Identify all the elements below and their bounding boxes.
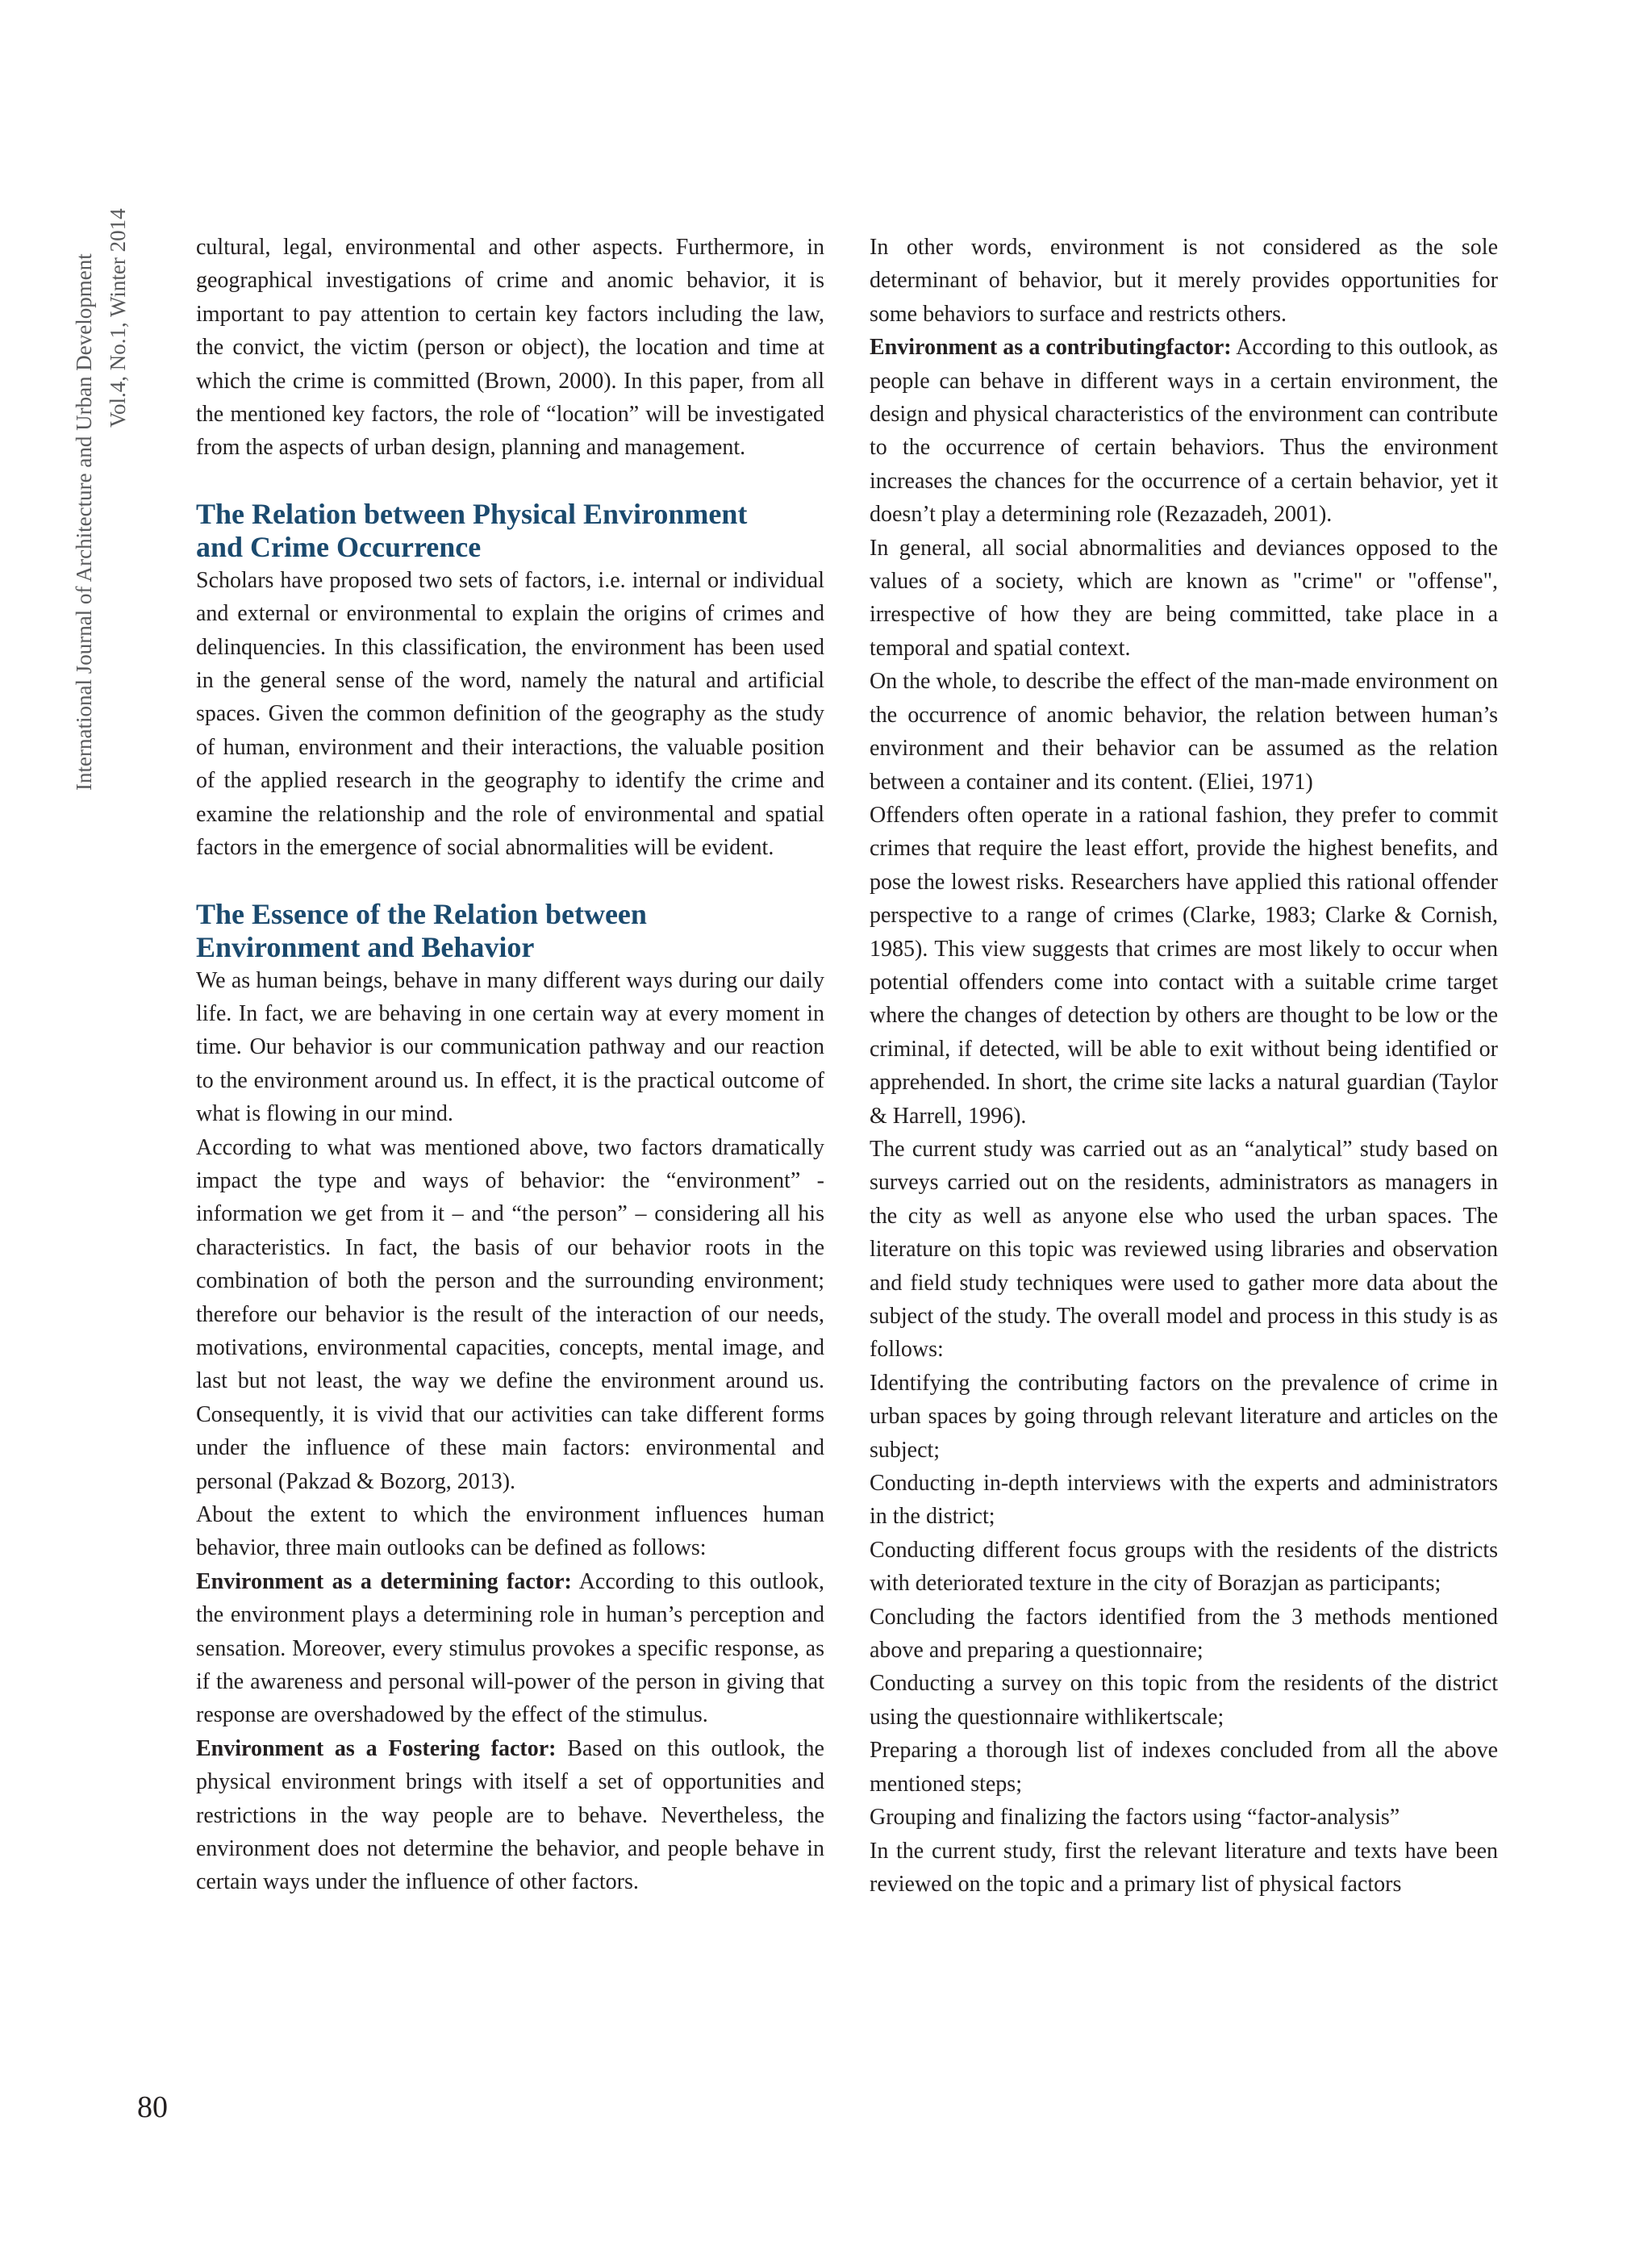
running-head-volume: Vol.4, No.1, Winter 2014	[106, 208, 130, 428]
method-step: Preparing a thorough list of indexes concluded from all the above mentioned steps;	[870, 1738, 1498, 1797]
page-number: 80	[137, 2090, 168, 2124]
paragraph-scholars: Scholars have proposed two sets of factors, i.e. internal or individual and external or environmental to explain the origins of crimes and delinquencies. In this classification, the environment has been used in the general sense of the word, namely the natural and artificial spaces. Given the common definition of the geography as the study of human, environment and their interactions, the valuable position of the applied research in the geography to identify the crime and examine the relationship and the role of environmental and spatial factors in the emergence of social abnormalities will be evident.	[196, 567, 824, 861]
paragraph-offenders: Offenders often operate in a rational fashion, they prefer to commit crimes that require the least effort, provide the highest benefits, and pose the lowest risks. Researchers have applied this rational offender perspective to a range of crimes (Clarke, 1983; Clarke & Cornish, 1985). This view suggests that crimes are most likely to occur when potential offenders come into contact with a suitable crime target where the changes of detection by others are thought to be low or the criminal, if detected, will be able to exit without being identified or apprehended. In short, the crime site lacks a natural guardian (Taylor & Harrell, 1996).	[870, 802, 1498, 1129]
term-text: Based on this outlook, the physical environment brings with itself a set of opportunities and restrictions in the way people are to behave. Nevertheless, the environment does not determine the behavior, and people behave in certain ways under the influence of other factors.	[196, 1735, 824, 1895]
paragraph-determining	[196, 1565, 824, 1732]
paragraph-general: In general, all social abnormalities and deviances opposed to the values of a society, which are known as "crime" or "offense", irrespective of how they are being committed, take place in a temporal and spatial context.	[870, 535, 1498, 661]
paragraph-other-words: In other words, environment is not considered as the sole determinant of behavior, but it merely provides opportunities for some behaviors to surface and restricts others.	[870, 235, 1498, 327]
paragraph-whole: On the whole, to describe the effect of the man-made environment on the occurrence of anomic behavior, the relation between human’s environment and their behavior can be assumed as the relation between a container and its content. (Eliei, 1971)	[870, 669, 1498, 795]
paragraph-current-study: The current study was carried out as an “analytical” study based on surveys carried out on the residents, administrators as managers in the city as well as anyone else who used the urban spaces. The literature on this topic was reviewed using libraries and observation and field study techniques were used to gather more data about the subject of the study. The overall model and process in this study is as follows:	[870, 1136, 1498, 1363]
term-text: According to this outlook, the environment plays a determining role in human’s perception and sensation. Moreover, every stimulus provokes a specific response, as if the awareness and personal will-power of the person in giving that response are overshadowed by the effect of the stimulus.	[196, 1568, 824, 1728]
paragraph-contributing	[870, 331, 1498, 531]
heading-line: and Crime Occurrence	[196, 530, 482, 563]
paragraph-fostering	[196, 1732, 824, 1899]
method-step: Grouping and finalizing the factors using “factor-analysis”	[870, 1805, 1400, 1831]
left-column	[196, 231, 824, 1899]
paragraph-according: According to what was mentioned above, two factors dramatically impact the type and ways of behavior: the “environment” - information we get from it – and “the person” – considering all his characteristics. In fact, the basis of our behavior roots in the combination of both the person and the surrounding environment; therefore our behavior is the result of the interaction of our needs, motivations, environmental capacities, concepts, mental image, and last but not least, the way we define the environment around us. Consequently, it is vivid that our activities can take different forms under the influence of these main factors: environmental and personal (Pakzad & Bozorg, 2013).	[196, 1134, 824, 1494]
term-label: Environment as a Fostering factor:	[196, 1735, 557, 1761]
paragraph-humans: We as human beings, behave in many different ways during our daily life. In fact, we are behaving in one certain way at every moment in time. Our behavior is our communication pathway and our reaction to the environment around us. In effect, it is the practical outcome of what is flowing in our mind.	[196, 967, 824, 1127]
paragraph-intro: cultural, legal, environmental and other aspects. Furthermore, in geographical investigations of crime and anomic behavior, it is important to pay attention to certain key factors including the law, the convict, the victim (person or object), the location and time at which the crime is committed (Brown, 2000). In this paper, from all the mentioned key factors, the role of “location” will be investigated from the aspects of urban design, planning and management.	[196, 235, 824, 461]
section-heading-relation	[196, 498, 824, 564]
term-label: Environment as a determining factor:	[196, 1568, 572, 1594]
method-step: Concluding the factors identified from the 3 methods mentioned above and preparing a questionnaire;	[870, 1604, 1498, 1664]
term-text: According to this outlook, as people can behave in different ways in a certain environment, the design and physical characteristics of the environment can contribute to the occurrence of certain behaviors. Thus the environment increases the chances for the occurrence of a certain behavior, yet it doesn’t play a determining role (Rezazadeh, 2001).	[870, 335, 1498, 528]
term-label: Environment as a contributingfactor:	[870, 335, 1232, 361]
section-heading-essence	[196, 898, 824, 964]
method-step: Conducting different focus groups with the residents of the districts with deteriorated texture in the city of Borazjan as participants;	[870, 1537, 1498, 1597]
heading-line: The Relation between Physical Environment	[196, 497, 748, 530]
paragraph-extent: About the extent to which the environment influences human behavior, three main outlooks can be defined as follows:	[196, 1502, 824, 1561]
right-column	[870, 231, 1498, 1901]
method-step: Conducting a survey on this topic from the residents of the district using the questionnaire withlikertscale;	[870, 1671, 1498, 1730]
heading-line: The Essence of the Relation between	[196, 897, 647, 930]
method-step: Conducting in-depth interviews with the experts and administrators in the district;	[870, 1471, 1498, 1530]
paragraph-final: In the current study, first the relevant literature and texts have been reviewed on the topic and a primary list of physical factors	[870, 1838, 1498, 1897]
running-head-journal: International Journal of Architecture and Urban Development	[72, 253, 96, 791]
method-step: Identifying the contributing factors on the prevalence of crime in urban spaces by going through relevant literature and articles on the subject;	[870, 1370, 1498, 1463]
heading-line: Environment and Behavior	[196, 930, 535, 963]
